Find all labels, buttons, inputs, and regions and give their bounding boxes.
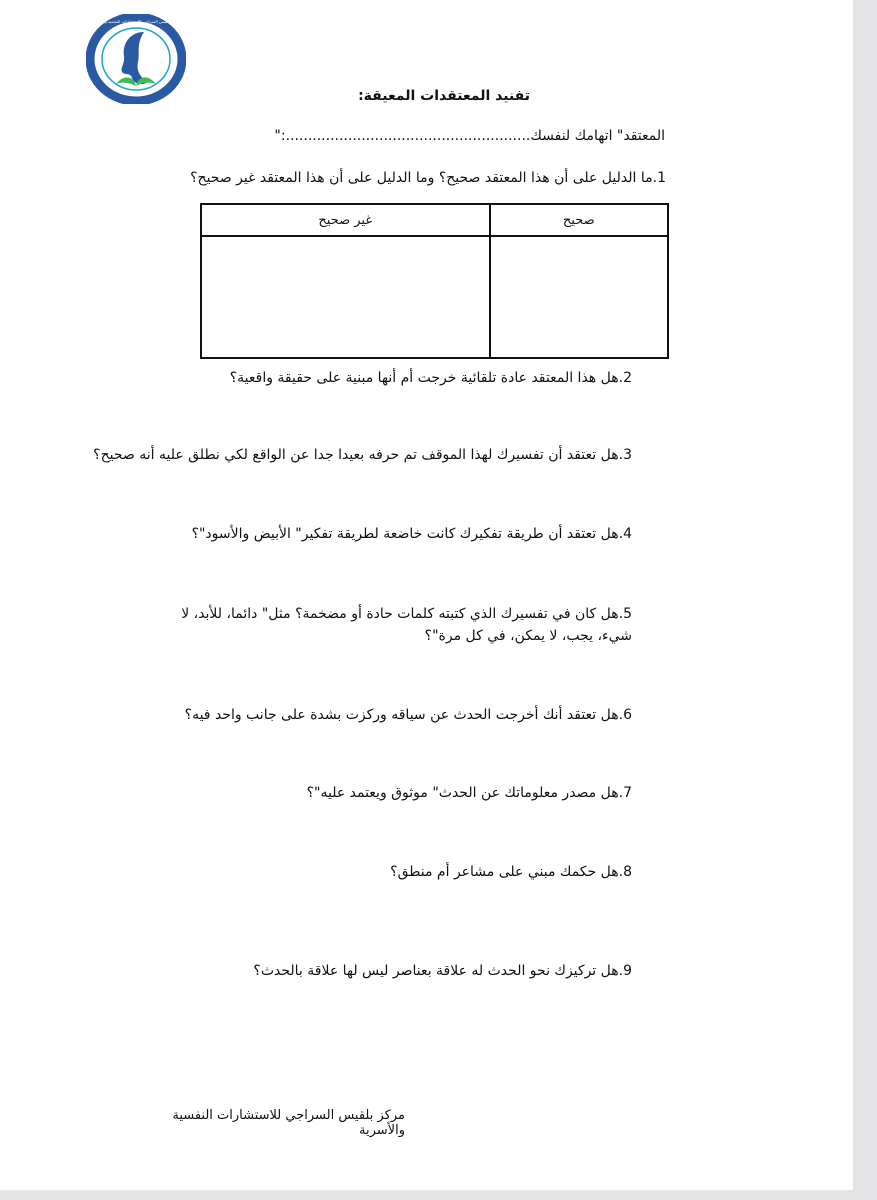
question-5: 5.هل كان في تفسيرك الذي كتبته كلمات حادة أو مضخمة؟ مثل" دائما، للأبد، لا شيء، يجب، لا يمكن، في كل مرة"؟ [181,606,632,644]
question-8: 8.هل حكمك مبني على مشاعر أم منطق؟ [390,864,632,880]
bottom-gutter [0,1190,877,1200]
head-profile-logo-icon [86,14,186,104]
evidence-table [200,203,669,359]
cell-true-evidence[interactable] [490,236,668,358]
question-3: 3.هل تعتقد أن تفسيرك لهذا الموقف تم حرفه بعيدا جدا عن الواقع لكي نطلق عليه أنه صحيح؟ [93,447,632,463]
question-2: 2.هل هذا المعتقد عادة تلقائية خرجت أم أنها مبنية على حقيقة واقعية؟ [229,370,632,386]
belief-line: المعتقد" اتهامك لنفسك.......................................................:" [274,128,665,144]
right-gutter [853,0,877,1200]
column-false: غير صحيح [201,204,490,236]
question-1: 1.ما الدليل على أن هذا المعتقد صحيح؟ وما الدليل على أن هذا المعتقد غير صحيح؟ [190,170,666,186]
question-4: 4.هل تعتقد أن طريقة تفكيرك كانت خاضعة لطريقة تفكير" الأبيض والأسود"؟ [191,526,632,542]
question-9: 9.هل تركيزك نحو الحدث له علاقة بعناصر ليس لها علاقة بالحدث؟ [253,963,632,979]
footer-text: مركز بلقيس السراجي للاستشارات النفسية والأسرية [172,1108,405,1138]
question-6: 6.هل تعتقد أنك أخرجت الحدث عن سياقه وركزت بشدة على جانب واحد فيه؟ [184,707,632,723]
page-title: تفنيد المعتقدات المعيقة: [358,88,530,104]
cell-false-evidence[interactable] [201,236,490,358]
column-true: صحيح [490,204,668,236]
logo-ring-text: مركز بلقيس السراجي للاستشارات النفسية والأسرية [92,19,180,24]
question-7: 7.هل مصدر معلوماتك عن الحدث" موثوق ويعتمد عليه"؟ [306,785,632,801]
